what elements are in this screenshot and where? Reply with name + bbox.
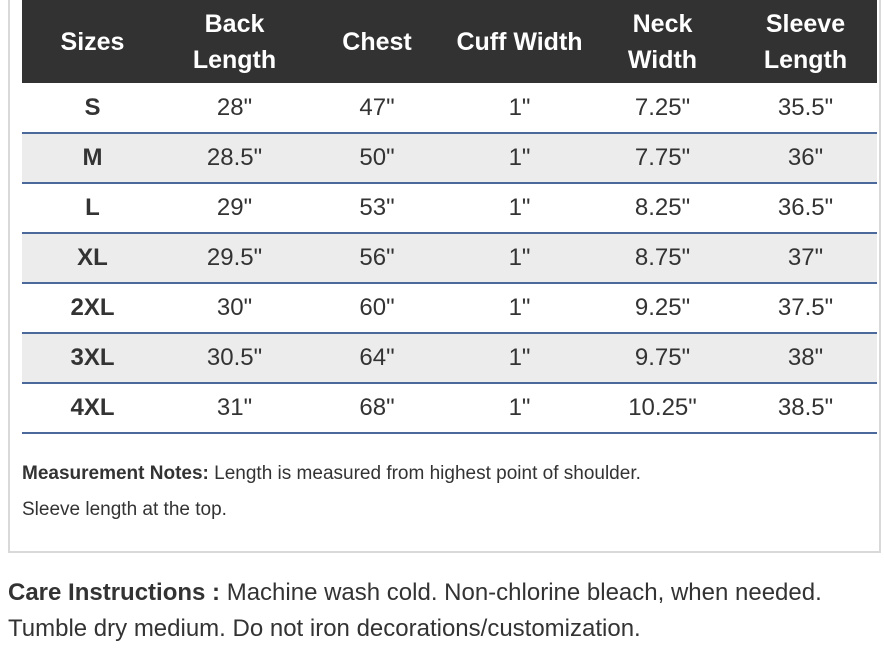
neck-width-cell: 7.75" [591,133,734,183]
header-sleeve-length: Sleeve Length [763,9,848,74]
sleeve-length-cell: 37.5" [734,283,877,333]
chest-cell: 53" [306,183,448,233]
back-length-cell: 31" [163,383,306,433]
sleeve-length-cell: 38.5" [734,383,877,433]
chest-cell: 64" [306,333,448,383]
back-length-cell: 29" [163,183,306,233]
back-length-cell: 28" [163,83,306,133]
neck-width-cell: 8.25" [591,183,734,233]
cuff-width-cell: 1" [448,283,591,333]
notes-text-2: Sleeve length at the top. [22,499,227,520]
cuff-width-cell: 1" [448,383,591,433]
care-label: Care Instructions : [8,579,221,606]
notes-text-1: Length is measured from highest point of shoulder. [208,463,641,484]
table-row [22,383,877,433]
sleeve-length-cell: 37" [734,233,877,283]
neck-width-cell: 9.75" [591,333,734,383]
size-cell: XL [22,233,163,283]
chest-cell: 60" [306,283,448,333]
neck-width-cell: 9.25" [591,283,734,333]
back-length-cell: 30" [163,283,306,333]
care-instructions [8,575,878,647]
header-chest: Chest [342,27,412,56]
size-chart-card [8,0,881,553]
table-row [22,283,877,333]
size-cell: S [22,83,163,133]
care-text: Machine wash cold. Non-chlorine bleach, when needed. Tumble dry medium. Do not iron decorations/customization. [8,579,822,642]
cuff-width-cell: 1" [448,183,591,233]
cuff-width-cell: 1" [448,133,591,183]
size-cell: 4XL [22,383,163,433]
sleeve-length-cell: 35.5" [734,83,877,133]
header-sizes: Sizes [60,27,125,56]
sleeve-length-cell: 38" [734,333,877,383]
cuff-width-cell: 1" [448,333,591,383]
neck-width-cell: 7.25" [591,83,734,133]
chest-cell: 50" [306,133,448,183]
size-cell: M [22,133,163,183]
table-row [22,133,877,183]
table-header-row [22,0,877,83]
back-length-cell: 28.5" [163,133,306,183]
size-cell: L [22,183,163,233]
table-row [22,183,877,233]
header-neck-width: Neck Width [627,9,698,74]
table-row [22,83,877,133]
cuff-width-cell: 1" [448,233,591,283]
size-cell: 2XL [22,283,163,333]
sleeve-length-cell: 36" [734,133,877,183]
header-back-length: Back Length [192,9,277,74]
notes-label: Measurement Notes: [22,463,209,484]
measurement-notes [22,456,872,528]
back-length-cell: 30.5" [163,333,306,383]
chest-cell: 56" [306,233,448,283]
cuff-width-cell: 1" [448,83,591,133]
notes-line-1 [22,456,872,492]
header-cuff-width: Cuff Width [456,27,583,56]
table-row [22,333,877,383]
chest-cell: 68" [306,383,448,433]
neck-width-cell: 8.75" [591,233,734,283]
table-row [22,233,877,283]
neck-width-cell: 10.25" [591,383,734,433]
chest-cell: 47" [306,83,448,133]
size-cell: 3XL [22,333,163,383]
size-chart-table [22,0,877,434]
sleeve-length-cell: 36.5" [734,183,877,233]
back-length-cell: 29.5" [163,233,306,283]
